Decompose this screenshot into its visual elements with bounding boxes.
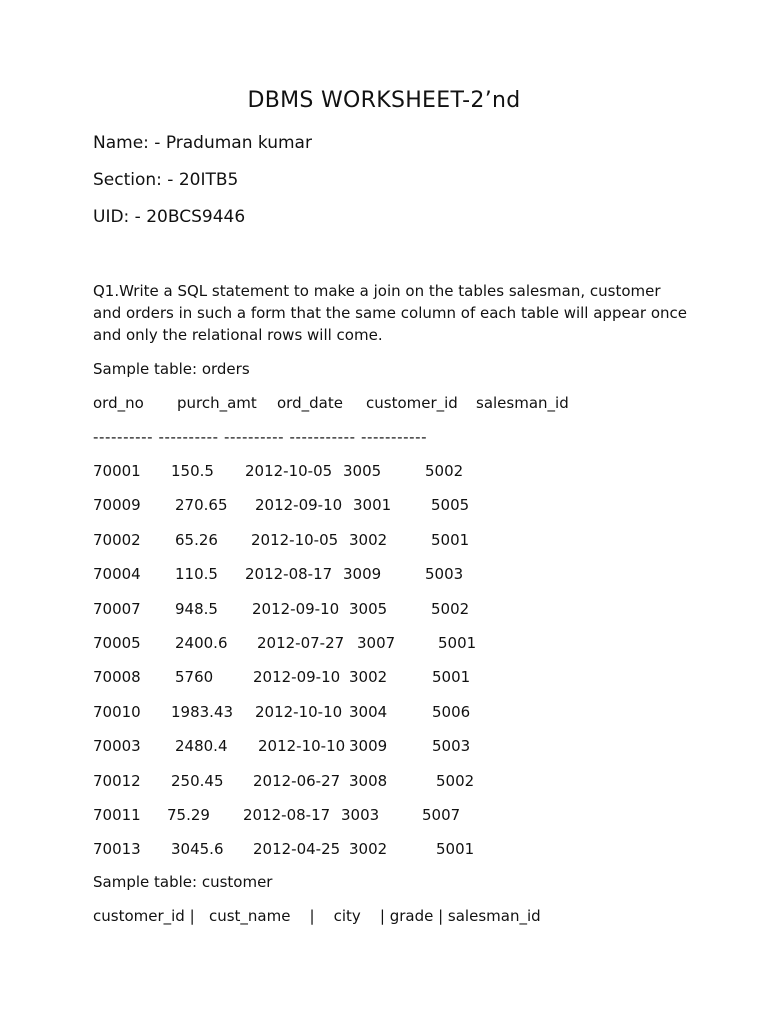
table-cell: 3005	[343, 462, 382, 480]
table-cell: 150.5	[171, 462, 214, 480]
table-cell: 5001	[431, 530, 470, 549]
orders-separator: ---------- ---------- ---------- ----------- -----------	[93, 428, 428, 446]
table-cell: 70008	[93, 668, 141, 687]
table-cell: 70005	[93, 634, 141, 652]
table-cell: 2012-07-27	[257, 634, 345, 652]
table-cell: 2012-10-10	[255, 702, 343, 721]
customer-caption: Sample table: customer	[93, 873, 273, 891]
table-cell: 5001	[438, 634, 477, 652]
table-cell: 3007	[357, 634, 396, 652]
table-cell: 70012	[93, 771, 141, 790]
table-cell: 2480.4	[175, 737, 228, 756]
student-name: Name: - Praduman kumar	[93, 133, 312, 153]
table-cell: 2012-08-17	[243, 806, 331, 824]
table-cell: 75.29	[167, 806, 210, 824]
orders-header-cell: purch_amt	[177, 394, 257, 412]
table-cell: 5002	[425, 462, 464, 480]
table-cell: 2012-10-05	[251, 530, 339, 549]
table-cell: 70009	[93, 496, 141, 515]
orders-header-cell: customer_id	[366, 394, 458, 412]
table-cell: 948.5	[175, 599, 218, 618]
table-cell: 3005	[349, 599, 388, 618]
orders-caption: Sample table: orders	[93, 360, 250, 378]
student-section: Section: - 20ITB5	[93, 170, 239, 190]
table-cell: 5001	[432, 668, 471, 687]
page-title: DBMS WORKSHEET-2’nd	[247, 88, 521, 113]
table-cell: 70004	[93, 565, 141, 584]
table-cell: 2012-08-17	[245, 565, 333, 584]
table-cell: 5760	[175, 668, 214, 687]
table-cell: 3008	[349, 771, 388, 790]
table-cell: 3004	[349, 702, 388, 721]
table-cell: 5001	[436, 840, 475, 859]
table-cell: 5003	[425, 565, 464, 584]
table-cell: 2012-09-10	[253, 668, 341, 687]
table-cell: 70001	[93, 462, 141, 480]
table-cell: 65.26	[175, 530, 218, 549]
table-cell: 250.45	[171, 771, 224, 790]
question-text: Q1.Write a SQL statement to make a join on the tables salesman, customer and orders in such a form that the same column of each table will appear once and only the relational rows will come.	[93, 282, 687, 344]
table-cell: 3002	[349, 668, 388, 687]
table-cell: 3009	[343, 565, 382, 584]
table-cell: 70002	[93, 530, 141, 549]
customer-header-row: customer_id | cust_name | city | grade | salesman_id	[93, 907, 541, 925]
table-cell: 3003	[341, 806, 380, 824]
table-cell: 270.65	[175, 496, 228, 515]
table-cell: 2012-10-10	[258, 737, 346, 756]
table-cell: 110.5	[175, 565, 218, 584]
table-cell: 3045.6	[171, 840, 224, 859]
table-cell: 70003	[93, 737, 141, 756]
student-uid: UID: - 20BCS9446	[93, 207, 246, 227]
table-cell: 3002	[349, 530, 388, 549]
table-cell: 3001	[353, 496, 392, 515]
table-cell: 70007	[93, 599, 141, 618]
orders-header-cell: salesman_id	[476, 394, 569, 412]
table-cell: 70013	[93, 840, 141, 859]
table-cell: 2012-09-10	[255, 496, 343, 515]
table-cell: 2012-10-05	[245, 462, 333, 480]
orders-header-cell: ord_date	[277, 394, 343, 412]
table-cell: 5002	[436, 771, 475, 790]
table-cell: 2012-06-27	[253, 771, 341, 790]
table-cell: 3002	[349, 840, 388, 859]
table-cell: 2012-09-10	[252, 599, 340, 618]
table-cell: 2012-04-25	[253, 840, 341, 859]
table-cell: 70011	[93, 806, 141, 824]
table-cell: 3009	[349, 737, 388, 756]
table-cell: 1983.43	[171, 702, 234, 721]
table-cell: 70010	[93, 702, 141, 721]
orders-header-cell: ord_no	[93, 394, 144, 412]
table-cell: 5006	[432, 702, 471, 721]
table-cell: 5005	[431, 496, 470, 515]
table-cell: 5002	[431, 599, 470, 618]
table-cell: 5007	[422, 806, 461, 824]
table-cell: 5003	[432, 737, 471, 756]
table-cell: 2400.6	[175, 634, 228, 652]
